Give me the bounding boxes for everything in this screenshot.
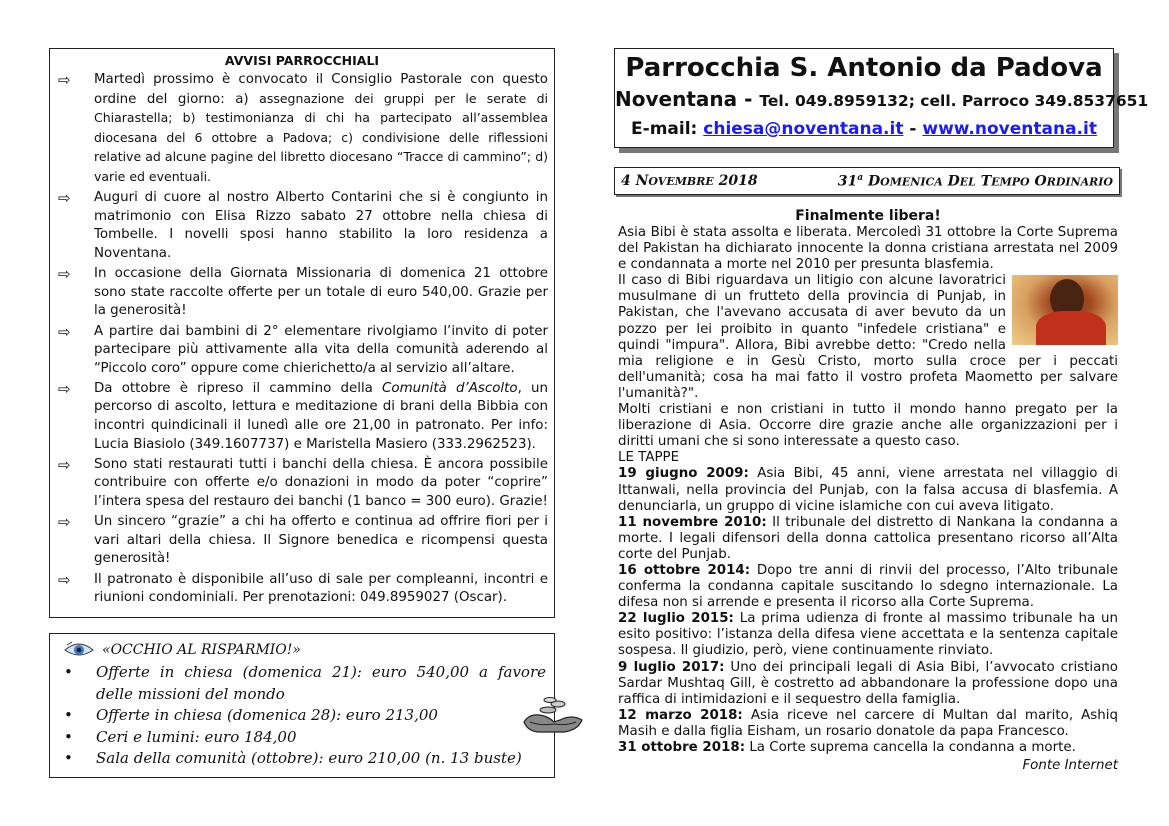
avviso-text: Sono stati restaurati tutti i banchi della chiesa. È ancora possibile contribuire con offerte e/o donazioni in modo da poter “coprire” l’intera spesa del restauro dei banchi (1 banco = 300 euro). Grazie! bbox=[94, 456, 548, 510]
article-source: Fonte Internet bbox=[1022, 758, 1118, 774]
tappa-item bbox=[618, 660, 1118, 708]
risparmio-item: • Sala della comunità (ottobre): euro 210,00 (n. 13 buste) bbox=[58, 748, 546, 770]
contact-line bbox=[615, 85, 1149, 115]
article-prayer: Molti cristiani e non cristiani in tutto il mondo hanno pregato per la liberazione di Asia. Occorre dire grazie anche alle organizzazioni per i diritti umani che si sono interessate a questo caso. bbox=[618, 402, 1118, 450]
tappa-item bbox=[618, 740, 1118, 756]
avviso-item bbox=[56, 323, 548, 379]
tappa-item bbox=[618, 563, 1118, 611]
tappa-date: 11 novembre 2010: bbox=[618, 514, 767, 530]
risparmio-item: • Offerte in chiesa (domenica 28): euro 213,00 bbox=[58, 705, 546, 727]
email-label: E-mail: bbox=[631, 119, 704, 139]
tappa-item bbox=[618, 515, 1118, 563]
liturgical-sunday: 31$^a$ DOMENICA DEL TEMPO ORDINARIO bbox=[837, 172, 1113, 190]
article bbox=[618, 207, 1118, 772]
avviso-item bbox=[56, 456, 548, 512]
tappa-text: Uno dei principali legali di Asia Bibi, l’avvocato cristiano Sardar Mushtaq Gill, è costretto ad abbandonare la professione dopo una raffica di intimidazioni e il sequestro della famiglia. bbox=[618, 659, 1118, 707]
avviso-text: Auguri di cuore al nostro Alberto Contarini che si è congiunto in matrimonio con Elisa Rizzo sabato 27 ottobre nella chiesa di Tombelle. I novelli sposi hanno stabilito la loro residenza a Noventana. bbox=[94, 190, 548, 261]
tappa-date: 22 luglio 2015: bbox=[618, 611, 734, 627]
tappa-item bbox=[618, 466, 1118, 514]
town-name: Noventana - bbox=[615, 87, 760, 111]
web-line bbox=[615, 115, 1113, 143]
arrow-right-icon: ⇨ bbox=[58, 71, 71, 89]
tappa-text: Asia riceve nel carcere di Multan dal marito, Ashiq Masih e dalla figlia Eisham, un rosario donatole da papa Francesco. bbox=[618, 707, 1118, 739]
arrow-right-icon: ⇨ bbox=[58, 322, 71, 341]
risparmio-title: «OCCHIO AL RISPARMIO!» bbox=[102, 642, 301, 658]
separator: - bbox=[903, 119, 923, 139]
avviso-text: Il patronato è disponibile all’uso di sale per compleanni, incontri e riunioni condominiali. Per prenotazioni: 049.8959027 (Oscar). bbox=[94, 571, 548, 606]
arrow-right-icon: ⇨ bbox=[58, 189, 71, 208]
avviso-item bbox=[56, 513, 548, 569]
risparmio-item: • Offerte in chiesa (domenica 21): euro 540,00 a favore delle missioni del mondo bbox=[58, 662, 546, 705]
tappa-text: La Corte suprema cancella la condanna a morte. bbox=[745, 740, 1076, 755]
risparmio-header bbox=[58, 638, 546, 662]
avviso-text: Da ottobre è ripreso il cammino della bbox=[94, 380, 383, 396]
tappa-item bbox=[618, 708, 1118, 740]
avviso-text: In occasione della Giornata Missionaria di domenica 21 ottobre sono state raccolte offerte per un totale di euro 540,00. Grazie per la generosità! bbox=[94, 266, 548, 319]
risparmio-list bbox=[58, 662, 546, 770]
tappa-text: Il tribunale del distretto di Nankana la condanna a morte. I legali difensori della donna cattolica presentano ricorso all’Alta corte del Punjab. bbox=[618, 514, 1118, 562]
avviso-item bbox=[56, 189, 548, 263]
arrow-right-icon: ⇨ bbox=[58, 379, 71, 398]
tappa-date: 12 marzo 2018: bbox=[618, 707, 743, 723]
parish-name: Parrocchia S. Antonio da Padova bbox=[625, 53, 1103, 83]
avviso-item bbox=[56, 380, 548, 454]
avviso-text: A partire dai bambini di 2° elementare rivolgiamo l’invito di poter partecipare più attivamente alla vita della comunità aderendo al “Piccolo coro” oppure come chierichetto/a al servizio all’altare. bbox=[94, 323, 548, 376]
tappe-label: LE TAPPE bbox=[618, 450, 680, 466]
asia-bibi-photo bbox=[1012, 275, 1118, 345]
avviso-text: assegnazione dei gruppi per le serate di Chiarastella; b) testimonianza di chi ha partecipato all’assemblea diocesana del 6 ottobre a Padova; c) condivisione delle riflessioni relative ad alcune pagine del libretto diocesano “Tracce di cammino”; d) varie ed eventuali. bbox=[94, 90, 548, 184]
avvisi-box bbox=[49, 48, 555, 618]
avviso-text: Comunità d’Ascolto bbox=[382, 380, 518, 396]
arrow-right-icon: ⇨ bbox=[58, 570, 71, 589]
tappa-text: Asia Bibi, 45 anni, viene arrestata nel villaggio di Ittanwali, nella provincia del Punjab, con la falsa accusa di blasfemia. A denunciarla, un gruppo di vicine islamiche con cui aveva litigato. bbox=[618, 466, 1119, 514]
issue-date: 4 NOVEMBRE 2018 bbox=[621, 173, 758, 189]
tappa-date: 19 giugno 2009: bbox=[618, 466, 749, 482]
arrow-right-icon: ⇨ bbox=[58, 265, 71, 284]
avvisi-title: AVVISI PARROCCHIALI bbox=[224, 53, 380, 68]
risparmio-box bbox=[49, 633, 555, 778]
tappa-date: 9 luglio 2017: bbox=[618, 659, 725, 675]
tappa-item bbox=[618, 611, 1118, 659]
avviso-item bbox=[56, 265, 548, 321]
eye-icon bbox=[64, 641, 94, 659]
arrow-right-icon: ⇨ bbox=[58, 455, 71, 474]
coins-in-hands-icon bbox=[520, 692, 586, 736]
date-bar bbox=[614, 167, 1120, 195]
masthead bbox=[614, 48, 1149, 148]
arrow-right-icon: ⇨ bbox=[58, 513, 71, 532]
email-link[interactable]: chiesa@noventana.it bbox=[703, 119, 904, 139]
article-case: Il caso di Bibi riguardava un litigio con alcune lavoratrici musulmane di un frutteto della provincia di Punjab, in Pakistan, che l'avevano accusata di aver bevuto da un pozzo per lei proibito in quanto "infedele cristiana" e quindi "impura". Allora, Bibi avrebbe detto: "Credo nella mia religione e in Gesù Cristo, morto sulla croce per i peccati dell'umanità; cosa ha mai fatto il vostro profeta Maometto per salvare l'umanità?". bbox=[618, 273, 1118, 401]
tappa-date: 16 ottobre 2014: bbox=[618, 562, 751, 578]
avviso-text: Martedì prossimo è convocato il Consiglio Pastorale con questo ordine del giorno: a) bbox=[94, 72, 548, 107]
article-title: Finalmente libera! bbox=[795, 208, 941, 224]
tappe-list bbox=[618, 466, 1118, 756]
avviso-item bbox=[56, 71, 548, 188]
risparmio-item: • Ceri e lumini: euro 184,00 bbox=[58, 727, 546, 749]
article-intro: Asia Bibi è stata assolta e liberata. Mercoledì 31 ottobre la Corte Suprema del Pakistan ha dichiarato innocente la donna cristiana arrestata nel 2009 e condannata a morte nel 2010 per presunta blasfemia. bbox=[618, 225, 1118, 273]
phone-numbers: Tel. 049.8959132; cell. Parroco 349.8537651 bbox=[759, 92, 1149, 110]
avviso-text: , un percorso di ascolto, lettura e meditazione di brani della Bibbia con incontri quindicinali il lunedì alle ore 21,00 in patronato. Per info: Lucia Biasiolo (349.1607737) e Maristella Masiero (333.2962523). bbox=[94, 380, 548, 452]
tappa-text: Dopo tre anni di rinvii del processo, l’Alto tribunale conferma la condanna capitale suscitando lo sdegno internazionale. La difesa non si arrende e presenta il ricorso alla Corte Suprema. bbox=[618, 562, 1118, 611]
website-link[interactable]: www.noventana.it bbox=[922, 119, 1097, 139]
tappa-text: La prima udienza di fronte al massimo tribunale ha un esito positivo: l’istanza della difesa viene accettata e la sentenza capitale sospesa. Il giudizio, però, viene continuamente rinviato. bbox=[618, 611, 1118, 659]
avvisi-list bbox=[56, 71, 548, 608]
avviso-item bbox=[56, 571, 548, 608]
avviso-text: Un sincero “grazie” a chi ha offerto e continua ad offrire fiori per i vari altari della chiesa. Il Signore benedica e ricompensi questa generosità! bbox=[94, 514, 548, 567]
tappa-date: 31 ottobre 2018: bbox=[618, 740, 746, 755]
